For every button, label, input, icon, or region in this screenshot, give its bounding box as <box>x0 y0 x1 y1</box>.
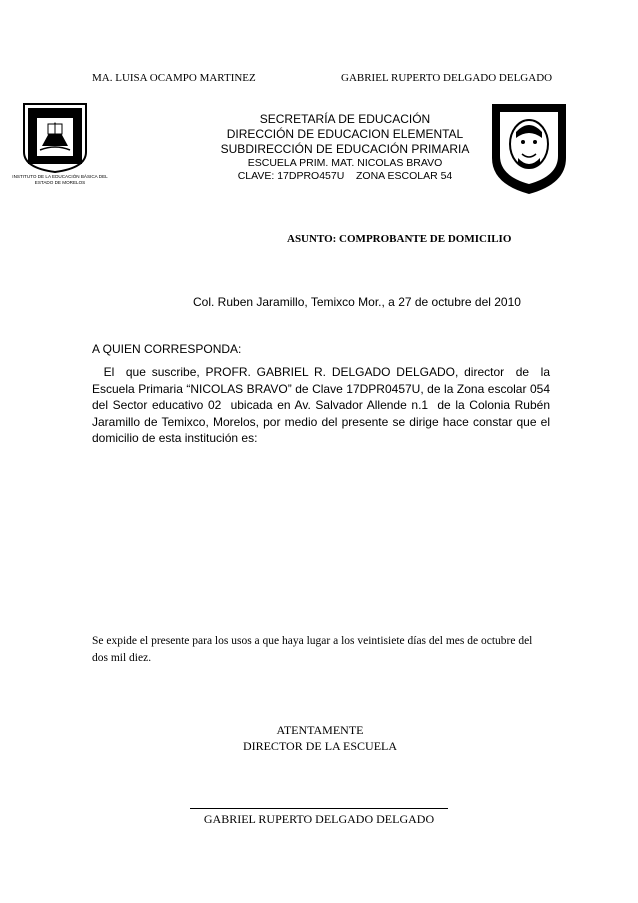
header-name-right: GABRIEL RUPERTO DELGADO DELGADO <box>341 72 553 84</box>
header-name-left: MA. LUISA OCAMPO MARTINEZ <box>92 72 256 84</box>
institution-line-2: DIRECCIÓN DE EDUCACION ELEMENTAL <box>226 127 464 141</box>
institution-line-3: SUBDIRECCIÓN DE EDUCACIÓN PRIMARIA <box>220 142 470 156</box>
date-line: Col. Ruben Jaramillo, Temixco Mor., a 27 de octubre del 2010 <box>193 295 521 309</box>
signer-name: GABRIEL RUPERTO DELGADO DELGADO <box>203 812 435 826</box>
closing-paragraph: Se expide el presente para los usos a que haya lugar a los veintisiete días del mes de octubre del dos mil diez. <box>92 635 533 664</box>
zona-text: ZONA ESCOLAR 54 <box>355 170 453 182</box>
institution-header <box>200 112 490 183</box>
signature-block <box>200 722 440 754</box>
atentamente-label: ATENTAMENTE <box>276 723 364 737</box>
clave-text: CLAVE: 17DPRO457U <box>237 170 345 182</box>
body-paragraph: El que suscribe, PROFR. GABRIEL R. DELGADO DELGADO, director de la Escuela Primaria “NICOLAS BRAVO” de Clave 17DPR0457U, de la Zona escolar 054 del Sector educativo 02 ubicada en Av. Salvador Allende n.1 de la Colonia Rubén Jaramillo de Temixco, Morelos, por medio del presente se dirige hace constar que el domicilio de esta institución es: <box>92 365 554 445</box>
signer-role: DIRECTOR DE LA ESCUELA <box>242 739 398 753</box>
institution-line-1: SECRETARÍA DE EDUCACIÓN <box>259 112 431 126</box>
signature-line <box>190 808 448 809</box>
clave-zona-line <box>200 170 490 183</box>
greeting: A QUIEN CORRESPONDA: <box>92 342 242 356</box>
subject-line: ASUNTO: COMPROBANTE DE DOMICILIO <box>287 233 512 245</box>
school-crest-icon <box>486 98 572 198</box>
institute-caption: INSTITUTO DE LA EDUCACIÓN BÁSICA DEL ESTADO DE MORELOS <box>12 174 108 186</box>
institution-line-4: ESCUELA PRIM. MAT. NICOLAS BRAVO <box>247 157 443 169</box>
state-coat-of-arms-icon <box>20 100 90 174</box>
